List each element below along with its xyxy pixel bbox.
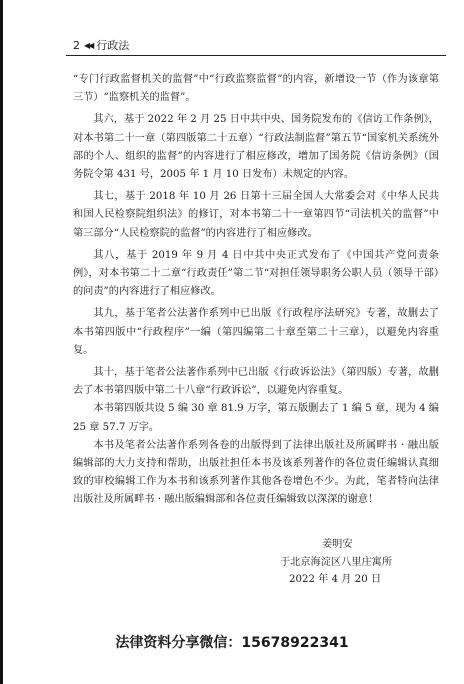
section-title: 行政法 (96, 39, 130, 52)
page-edge-shadow (0, 0, 3, 684)
paragraph-item-six: 其六，基于 2022 年 2 月 25 日中共中央、国务院发布的《信访工作条例》，对本书第二十一章（第四版第二十五章）“行政法制监督”第五节“国家机关系统外部的个人、组织的监督”的内容进行了相应修改，增加了国务院《信访条例》（国务院令第 431 号，2005 年 1 月 10 日发布）未规定的内容。 (73, 114, 439, 181)
paragraph-acknowledgement: 本书及笔者公法著作系列各卷的出版得到了法律出版社及所属畔书 · 融出版编辑部的大力支持和帮助，出版社担任本书及该系列著作的各位责任编辑认真细致的审校编辑工作为本书和该系列著作其他各卷增色不少。为此，笔者特向法律出版社及所属畔书 · 融出版编辑部和各位责任编辑致以深深的谢意！ (73, 439, 439, 506)
paragraph-item-nine: 其九，基于笔者公法著作系列中已出版《行政程序法研究》专著，故删去了本书第四版中“行政程序”一编（第四编第二十章至第二十三章），以避免内容重复。 (73, 308, 439, 356)
footer-watermark: 法律资料分享微信：15678922341 (115, 635, 349, 651)
paragraph-item-ten: 其十，基于笔者公法著作系列中已出版《行政诉讼法》（第四版）专著，故删去了本书第四版中第二十八章“行政诉讼”，以避免内容重复。 (73, 367, 439, 397)
signature-author: 姜明安 (322, 539, 353, 550)
paragraph-item-eight: 其八，基于 2019 年 9 月 4 日中共中央正式发布了《中国共产党问责条例》，对本书第二十二章“行政责任”第二节“对担任领导职务公职人员（领导干部）的问责”的内容进行了相应修改。 (73, 249, 439, 298)
paragraph-item-seven: 其七，基于 2018 年 10 月 26 日第十三届全国人大常委会对《中华人民共和国人民检察院组织法》的修订，对本书第二十一章第四节“司法机关的监督”中第三部分“人民检察院的监督”的内容进行了相应修改。 (73, 191, 439, 239)
page-number: 2 (73, 38, 80, 52)
header-divider (66, 55, 446, 56)
running-header (73, 37, 129, 53)
paragraph-word-count: 本书第四版共设 5 编 30 章 81.9 万字，第五版删去了 1 编 5 章，现为 4 编 25 章 57.7 万字。 (73, 403, 439, 433)
document-body (73, 71, 439, 510)
signature-date: 2022 年 4 月 20 日 (289, 574, 382, 585)
double-arrow-left-icon: ◀◀ (84, 40, 93, 50)
signature-place: 于北京海淀区八里庄寓所 (280, 557, 393, 568)
paragraph-continuation: “专门行政监督机关的监督”中“行政监察监督”的内容，新增设一节（作为该章第三节）“监察机关的监督”。 (73, 74, 439, 104)
